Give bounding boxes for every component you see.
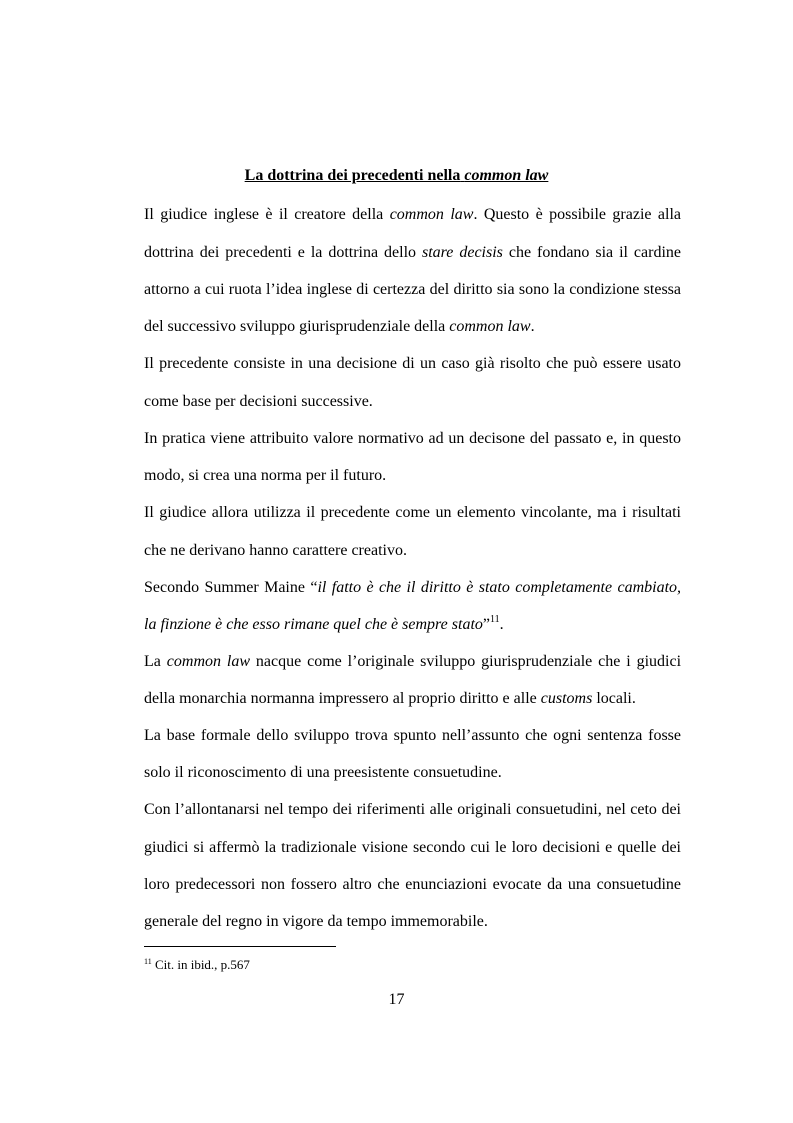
italic-run: il fatto è che il diritto è stato completamente cambiato, [317,579,682,596]
body-line [144,615,681,635]
text-run: Il giudice allora utilizza il precedente come un elemento vincolante, ma i risultati [144,504,681,521]
body-line [144,763,681,783]
text-run: del successivo sviluppo giurisprudenziale della [144,318,450,335]
section-title-plain: La dottrina dei precedenti nella [244,167,461,184]
section-title [0,166,793,186]
text-run: generale del regno in vigore da tempo immemorabile. [144,913,488,930]
body-line [144,652,681,672]
body-line [144,280,681,300]
text-run: come base per decisioni successive. [144,393,373,410]
text-run: Il precedente consiste in una decisione di un caso già risolto che può essere usato [144,355,681,372]
text-run: La base formale dello sviluppo trova spunto nell’assunto che ogni sentenza fosse [144,727,681,744]
body-line [144,541,681,561]
body-line [144,392,681,412]
text-run: . [530,318,535,335]
italic-run: common law [449,318,531,335]
text-run: attorno a cui ruota l’idea inglese di certezza del diritto sia sono la condizione stessa [144,281,681,298]
text-run: loro predecessori non fossero altro che enunciazioni evocate da una consuetudine [144,876,681,893]
body-line [144,205,681,225]
text-run: La [144,653,167,670]
text-run: che ne derivano hanno carattere creativo. [144,542,407,559]
text-run: locali. [592,690,636,707]
footnote-text: Cit. in ibid., p.567 [151,957,250,972]
section-title-italic: common law [464,167,549,184]
italic-run: stare decisis [421,244,503,261]
body-line [144,243,681,263]
body-line [144,689,681,709]
text-run: . Questo è possibile grazie alla [473,206,682,223]
body-line [144,726,681,746]
text-run: ” [482,616,490,633]
text-run: . [499,616,504,633]
text-run: modo, si crea una norma per il futuro. [144,467,387,484]
body-line [144,429,681,449]
text-run: giudici si affermò la tradizionale visione secondo cui le loro decisioni e quelle dei [144,839,681,856]
text-run: solo il riconoscimento di una preesistente consuetudine. [144,764,502,781]
body-line [144,912,681,932]
page-number: 17 [388,991,405,1008]
body-line [144,800,681,820]
italic-run: common law [389,206,474,223]
text-run: In pratica viene attribuito valore normativo ad un decisone del passato e, in questo [144,430,681,447]
body-line [144,838,681,858]
text-run: Con l’allontanarsi nel tempo dei riferimenti alle originali consuetudini, nel ceto dei [144,801,681,818]
italic-run: la finzione è che esso rimane quel che è sempre stato [144,616,483,633]
text-run: nacque come l’originale sviluppo giurisprudenziale che i giudici [250,653,682,670]
text-run: della monarchia normanna impressero al proprio diritto e alle [144,690,541,707]
body-line [144,354,681,374]
footnote-number: 11 [144,957,152,966]
body-line [144,503,681,523]
text-run: che fondano sia il cardine [502,244,682,261]
body-line [144,317,681,337]
footnote [144,956,250,974]
footnote-separator [144,946,336,947]
footnote-reference: 11 [490,614,500,625]
text-run: dottrina dei precedenti e la dottrina dello [144,244,422,261]
italic-run: customs [540,690,593,707]
body-line [144,875,681,895]
italic-run: common law [166,653,251,670]
body-line [144,466,681,486]
text-run: Il giudice inglese è il creatore della [144,206,390,223]
text-run: Secondo Summer Maine “ [144,579,318,596]
body-line [144,578,681,598]
